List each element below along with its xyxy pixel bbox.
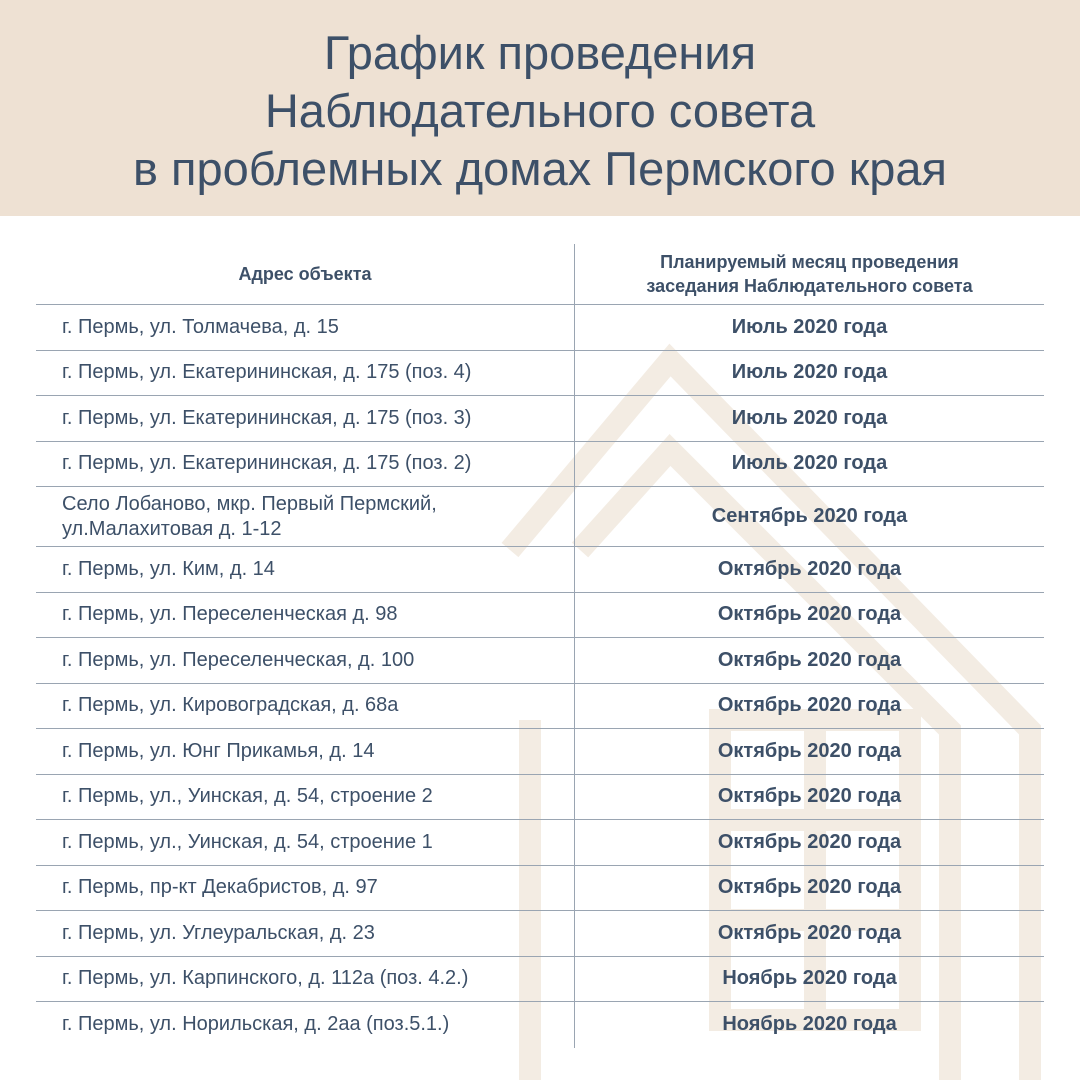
schedule-table bbox=[36, 244, 1044, 1048]
row-month: Октябрь 2020 года bbox=[717, 785, 902, 808]
row-address: г. Пермь, пр-кт Декабристов, д. 97 bbox=[62, 876, 378, 899]
row-address: г. Пермь, ул. Переселенческая д. 98 bbox=[62, 603, 398, 626]
header-address: Адрес объекта bbox=[238, 264, 372, 284]
row-address: г. Пермь, ул., Уинская, д. 54, строение 1 bbox=[62, 830, 433, 853]
table-row bbox=[36, 820, 1044, 866]
row-address: г. Пермь, ул. Толмачева, д. 15 bbox=[62, 315, 339, 338]
row-address: г. Пермь, ул. Екатерининская, д. 175 (поз. 3) bbox=[62, 406, 472, 429]
row-address: г. Пермь, ул. Юнг Прикамья, д. 14 bbox=[62, 739, 375, 762]
title-line-3: в проблемных домах Пермского края bbox=[132, 142, 947, 195]
title-line-1: График проведения bbox=[323, 26, 757, 79]
row-month: Июль 2020 года bbox=[731, 406, 888, 429]
row-month: Октябрь 2020 года bbox=[717, 557, 902, 580]
row-month: Июль 2020 года bbox=[731, 361, 888, 384]
row-address: г. Пермь, ул. Углеуральская, д. 23 bbox=[62, 921, 375, 944]
table-row bbox=[36, 547, 1044, 593]
table-row bbox=[36, 442, 1044, 488]
row-month: Июль 2020 года bbox=[731, 315, 888, 338]
row-month: Июль 2020 года bbox=[731, 452, 888, 475]
header-banner bbox=[0, 0, 1080, 216]
row-month: Октябрь 2020 года bbox=[717, 876, 902, 899]
row-month: Ноябрь 2020 года bbox=[722, 967, 897, 990]
row-month: Октябрь 2020 года bbox=[717, 603, 902, 626]
row-address: г. Пермь, ул. Норильская, д. 2аа (поз.5.1.) bbox=[62, 1013, 450, 1036]
table-row bbox=[36, 305, 1044, 351]
row-address: г. Пермь, ул. Кировоградская, д. 68а bbox=[62, 694, 399, 717]
title-line-2: Наблюдательного совета bbox=[264, 84, 816, 137]
row-address: г. Пермь, ул. Екатерининская, д. 175 (поз. 2) bbox=[62, 452, 472, 475]
table-row bbox=[36, 593, 1044, 639]
table-row bbox=[36, 487, 1044, 547]
table-row bbox=[36, 866, 1044, 912]
header-month-line-2: заседания Наблюдательного совета bbox=[646, 276, 973, 296]
table-row bbox=[36, 684, 1044, 730]
row-address-line-1: Село Лобаново, мкр. Первый Пермский, bbox=[62, 492, 437, 515]
row-month: Октябрь 2020 года bbox=[717, 648, 902, 671]
row-address: г. Пермь, ул., Уинская, д. 54, строение 2 bbox=[62, 785, 433, 808]
row-address: г. Пермь, ул. Екатерининская, д. 175 (поз. 4) bbox=[62, 361, 472, 384]
page-title bbox=[0, 24, 1080, 198]
row-address: г. Пермь, ул. Ким, д. 14 bbox=[62, 557, 275, 580]
row-month: Октябрь 2020 года bbox=[717, 921, 902, 944]
row-address: г. Пермь, ул. Переселенческая, д. 100 bbox=[62, 648, 415, 671]
row-month: Сентябрь 2020 года bbox=[711, 505, 908, 527]
table-row bbox=[36, 729, 1044, 775]
table-row bbox=[36, 775, 1044, 821]
table-row bbox=[36, 351, 1044, 397]
row-address-line-2: ул.Малахитовая д. 1-12 bbox=[62, 517, 282, 540]
row-month: Ноябрь 2020 года bbox=[722, 1013, 897, 1036]
row-address bbox=[62, 487, 562, 546]
row-month: Октябрь 2020 года bbox=[717, 694, 902, 717]
row-month: Октябрь 2020 года bbox=[717, 830, 902, 853]
row-address: г. Пермь, ул. Карпинского, д. 112а (поз. 4.2.) bbox=[62, 967, 469, 990]
table-row bbox=[36, 1002, 1044, 1048]
table-row bbox=[36, 957, 1044, 1003]
header-month-line-1: Планируемый месяц проведения bbox=[660, 252, 959, 272]
row-month: Октябрь 2020 года bbox=[717, 739, 902, 762]
header-month bbox=[575, 244, 1044, 304]
table-row bbox=[36, 396, 1044, 442]
table-row bbox=[36, 638, 1044, 684]
table-row bbox=[36, 911, 1044, 957]
table-header bbox=[36, 244, 1044, 305]
